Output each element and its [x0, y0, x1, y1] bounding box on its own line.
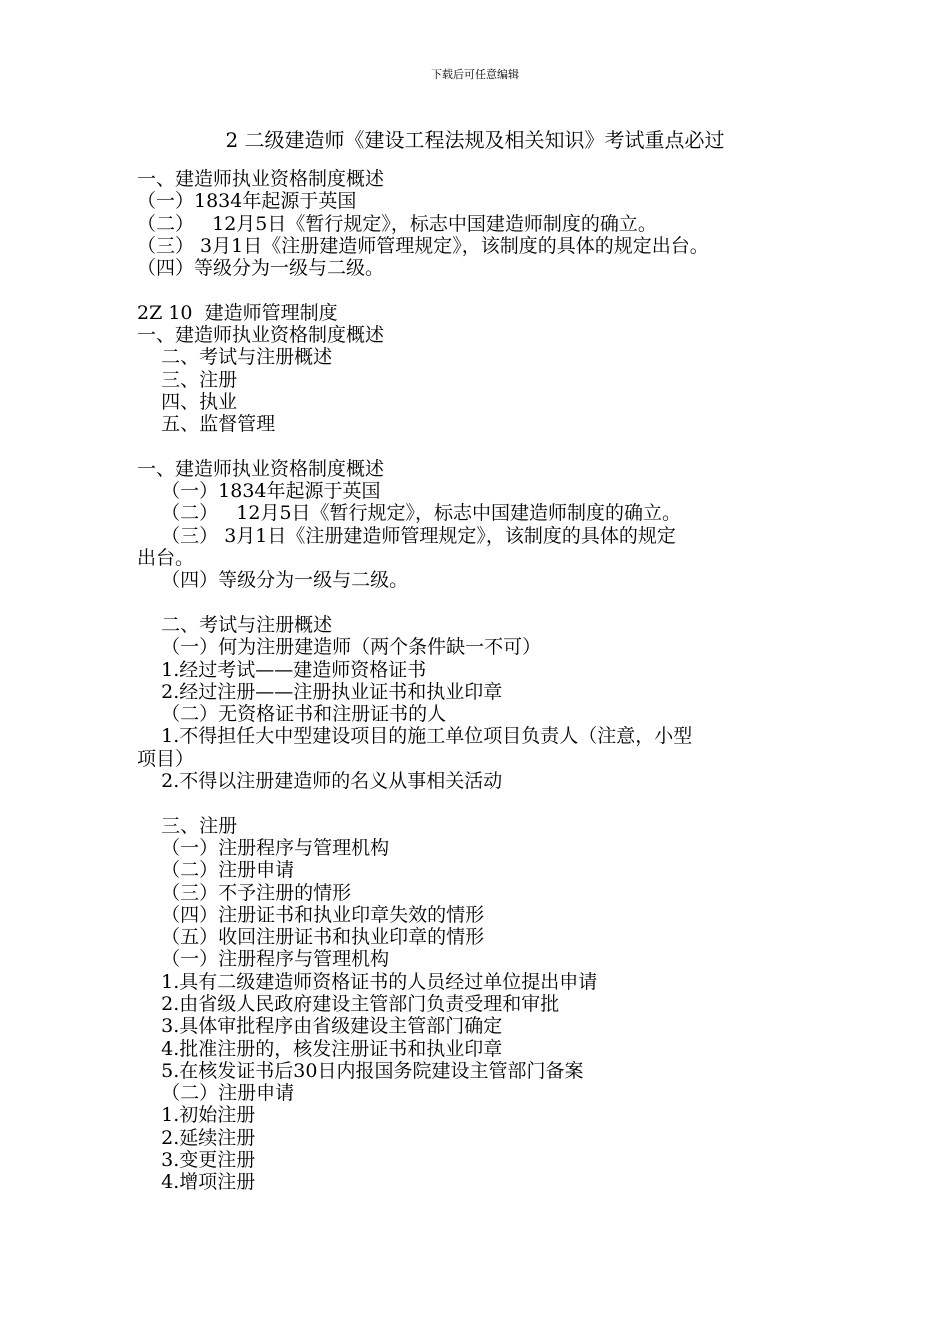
text-line: （三） 3月1日《注册建造师管理规定》，该制度的具体的规定出台。	[137, 234, 709, 257]
text-line: 三、注册	[137, 814, 238, 837]
text-line: 2.延续注册	[137, 1126, 256, 1149]
text-line: 三、注册	[137, 368, 238, 391]
text-line: （一）注册程序与管理机构	[137, 948, 390, 971]
text-line: 五、监督管理	[137, 413, 276, 436]
text-line: （二） 12月5日《暂行规定》，标志中国建造师制度的确立。	[137, 502, 682, 525]
text-line: 1.经过考试——建造师资格证书	[137, 658, 427, 681]
blank-line	[137, 279, 817, 301]
text-line: （一）何为注册建造师（两个条件缺一不可）	[137, 636, 542, 659]
text-line: 二、考试与注册概述	[137, 346, 333, 369]
page-header: 下载后可任意编辑	[431, 68, 519, 81]
blank-line	[137, 792, 817, 814]
text-line: （二） 12月5日《暂行规定》，标志中国建造师制度的确立。	[137, 212, 657, 235]
text-line: （三） 3月1日《注册建造师管理规定》，该制度的具体的规定	[137, 524, 676, 547]
text-line: （二）注册申请	[137, 1082, 295, 1105]
blank-line	[137, 592, 817, 614]
text-line: 项目）	[137, 747, 195, 770]
text-line: 5.在核发证书后30日内报国务院建设主管部门备案	[137, 1059, 584, 1082]
text-line: （一）注册程序与管理机构	[137, 836, 390, 859]
text-line: 一、建造师执业资格制度概述	[137, 168, 385, 190]
text-line: （三）不予注册的情形	[137, 881, 352, 904]
text-line: 2.经过注册——注册执业证书和执业印章	[137, 680, 503, 703]
text-line: 1.不得担任大中型建设项目的施工单位项目负责人（注意，小型	[137, 725, 693, 748]
text-line: （五）收回注册证书和执业印章的情形	[137, 926, 485, 949]
text-line: 4.增项注册	[137, 1171, 256, 1194]
section-heading: 2Z 10 建造师管理制度	[137, 301, 338, 324]
text-line: 2.由省级人民政府建设主管部门负责受理和审批	[137, 992, 560, 1015]
text-line: （二）注册申请	[137, 859, 295, 882]
text-line: 一、建造师执业资格制度概述	[137, 324, 385, 347]
document-title: 2 二级建造师《建设工程法规及相关知识》考试重点必过	[225, 128, 725, 152]
text-line: （四）等级分为一级与二级。	[137, 569, 409, 592]
text-line: 1.具有二级建造师资格证书的人员经过单位提出申请	[137, 970, 598, 993]
text-line: （二）无资格证书和注册证书的人	[137, 703, 447, 726]
text-line: （一）1834年起源于英国	[137, 190, 357, 213]
text-line: 四、执业	[137, 390, 238, 413]
blank-line	[137, 436, 817, 458]
text-line: 3.变更注册	[137, 1149, 256, 1172]
text-line: 3.具体审批程序由省级建设主管部门确定	[137, 1015, 503, 1038]
text-line: 出台。	[137, 547, 195, 570]
text-line: 二、考试与注册概述	[137, 613, 333, 636]
text-line: （一）1834年起源于英国	[137, 480, 381, 503]
document-body	[137, 168, 817, 1194]
text-line: 一、建造师执业资格制度概述	[137, 457, 385, 480]
text-line: （四）注册证书和执业印章失效的情形	[137, 903, 485, 926]
text-line: （四）等级分为一级与二级。	[137, 257, 385, 280]
text-line: 1.初始注册	[137, 1104, 256, 1127]
text-line: 2.不得以注册建造师的名义从事相关活动	[137, 770, 503, 793]
text-line: 4.批准注册的，核发注册证书和执业印章	[137, 1037, 503, 1060]
